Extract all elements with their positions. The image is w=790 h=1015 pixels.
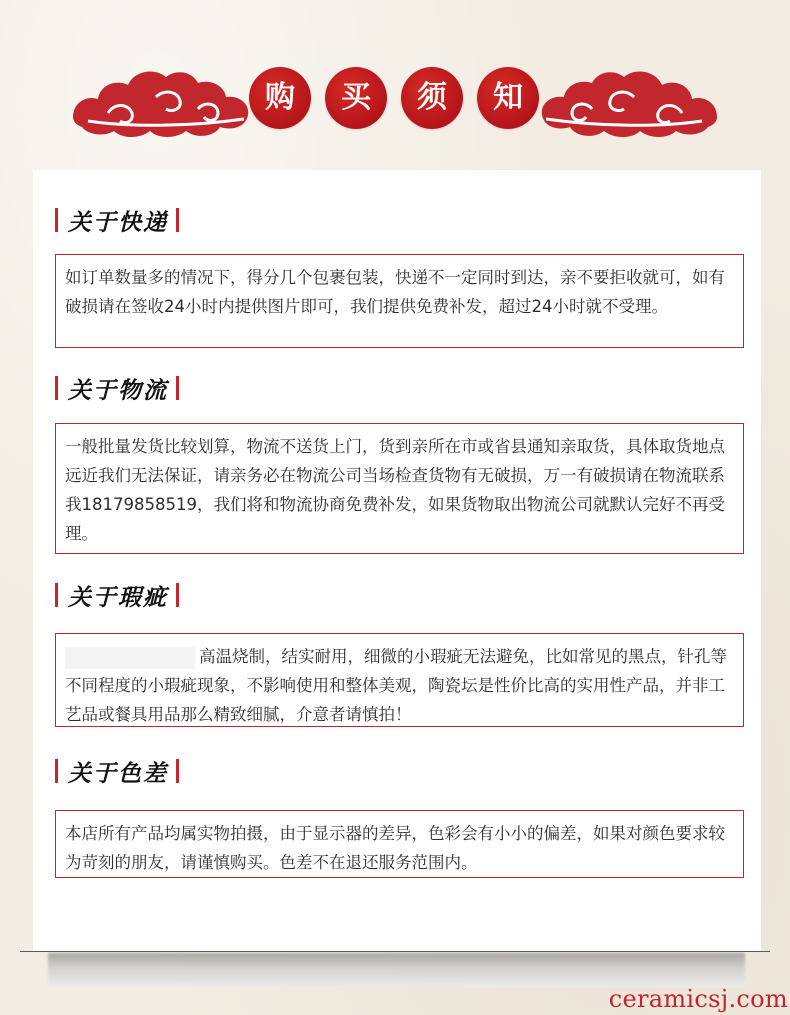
section-text: 本店所有产品均属实物拍摄，由于显示器的差异，色彩会有小小的偏差，如果对颜色要求较为苛刻的朋友，请谨慎购买。色差不在退还服务范围内。 bbox=[65, 824, 725, 872]
cloud-ornament-left-icon bbox=[68, 55, 258, 145]
title-char: 购 bbox=[249, 67, 311, 129]
section-text: 一般批量发货比较划算，物流不送货上门，货到亲所在市或省县通知亲取货，具体取货地点远近我们无法保证，请亲务必在物流公司当场检查货物有无破损，万一有破损请在物流联系我18179858519，我们将和物流协商免费补发，如果货物取出物流公司就默认完好不再受理。 bbox=[65, 437, 725, 543]
section-heading-text: 关于瑕疵 bbox=[68, 583, 168, 611]
card-shadow bbox=[48, 953, 745, 987]
section-heading bbox=[55, 205, 745, 235]
heading-bar-right bbox=[176, 583, 179, 607]
section-heading-text: 关于色差 bbox=[68, 759, 168, 787]
watermark-text: ceramicsj.com bbox=[608, 985, 788, 1013]
section-heading-text: 关于快递 bbox=[68, 208, 168, 236]
section-text: 如订单数量多的情况下，得分几个包裹包装，快递不一定同时到达，亲不要拒收就可，如有破损请在签收24小时内提供图片即可，我们提供免费补发，超过24小时就不受理。 bbox=[65, 268, 725, 316]
section-flaws bbox=[55, 580, 745, 724]
section-heading bbox=[55, 580, 745, 610]
section-logistics bbox=[55, 373, 745, 543]
title-char: 知 bbox=[477, 67, 539, 129]
page-title bbox=[244, 67, 544, 131]
page-header bbox=[0, 55, 790, 145]
section-express bbox=[55, 205, 745, 316]
section-color-difference bbox=[55, 756, 745, 872]
title-char: 须 bbox=[401, 67, 463, 129]
section-text-box bbox=[55, 423, 744, 554]
section-text: 高温烧制，结实耐用，细微的小瑕疵无法避免，比如常见的黑点，针孔等不同程度的小瑕疵现象，不影响使用和整体美观，陶瓷坛是性价比高的实用性产品，并非工艺品或餐具用品那么精致细腻，介意者请慎拍！ bbox=[65, 647, 727, 724]
divider bbox=[20, 951, 770, 952]
section-heading bbox=[55, 373, 745, 403]
redacted-area bbox=[65, 647, 195, 669]
heading-bar-right bbox=[176, 208, 179, 232]
section-heading bbox=[55, 756, 745, 786]
cloud-ornament-right-icon bbox=[532, 55, 722, 145]
title-char: 买 bbox=[325, 67, 387, 129]
heading-bar-right bbox=[176, 376, 179, 400]
section-text-box bbox=[55, 254, 744, 348]
heading-bar-right bbox=[176, 759, 179, 783]
section-text-box bbox=[55, 810, 744, 878]
section-heading-text: 关于物流 bbox=[68, 376, 168, 404]
section-text-box bbox=[55, 633, 744, 727]
